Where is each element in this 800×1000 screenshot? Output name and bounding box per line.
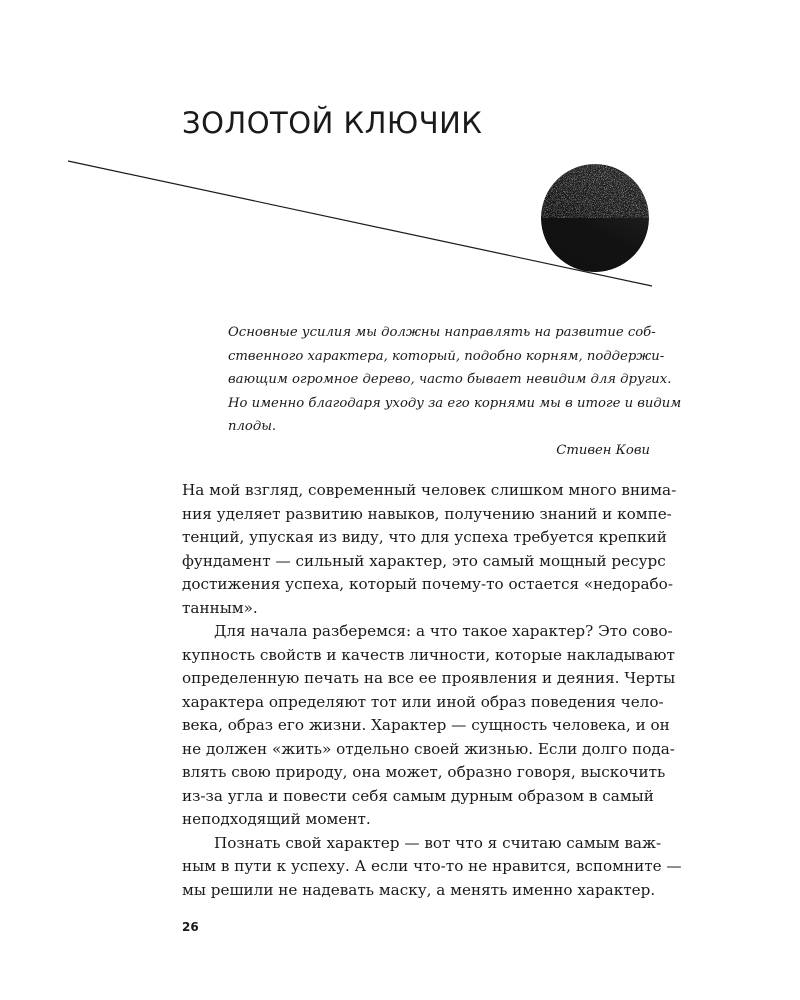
text-line: ния уделяет развитию навыков, получению знаний и компе- [182,504,672,523]
epigraph-author: Стивен Кови [556,442,650,458]
text-line: На мой взгляд, современный человек слишком много внима- [182,481,677,499]
body-paragraph [182,479,677,620]
text-line: из-за угла и повести себя самым дурным образом в самый [182,786,654,805]
body-paragraph [182,832,682,903]
epigraph-line: Но именно благодаря уходу за его корнями мы в итоге и видим [228,395,682,411]
text-line: влять свою природу, она может, образно говоря, выскочить [182,763,666,781]
text-line: достижения успеха, который почему-то остается «недорабо- [182,575,673,593]
epigraph-line: Основные усилия мы должны направлять на развитие соб- [228,325,656,340]
ball-icon [535,158,660,280]
ball-on-slope-illustration [0,0,800,310]
text-line: танным». [182,598,258,617]
text-line: купность свойств и качеств личности, которые накладывают [182,645,675,664]
text-line: века, образ его жизни. Характер — сущность человека, и он [182,716,670,734]
epigraph-line: ственного характера, который, подобно корням, поддержи- [228,348,665,364]
epigraph [228,321,682,462]
text-line: неподходящий момент. [182,810,371,828]
text-line: Познать свой характер — вот что я считаю самым важ- [214,833,662,852]
text-line: ным в пути к успеху. А если что-то не нравится, вспомните — [182,857,682,875]
text-line: определенную печать на все ее проявления и деяния. Черты [182,669,676,687]
text-line: мы решили не надевать маску, а менять именно характер. [182,880,656,899]
text-line: фундамент — сильный характер, это самый мощный ресурс [182,551,666,570]
text-line: тенций, упуская из виду, что для успеха требуется крепкий [182,528,667,546]
body-text [182,479,682,902]
text-line: Для начала разберемся: а что такое характер? Это сово- [214,622,673,640]
text-line: характера определяют тот или иной образ поведения чело- [182,692,664,711]
epigraph-quote [228,321,682,439]
body-paragraph [182,620,676,832]
epigraph-line: плоды. [228,419,277,434]
epigraph-line: вающим огромное дерево, часто бывает невидим для других. [228,372,672,387]
text-line: не должен «жить» отдельно своей жизнью. Если долго пода- [182,739,675,758]
chapter-title: ЗОЛОТОЙ КЛЮЧИК [182,106,483,140]
page-number: 26 [182,920,199,934]
